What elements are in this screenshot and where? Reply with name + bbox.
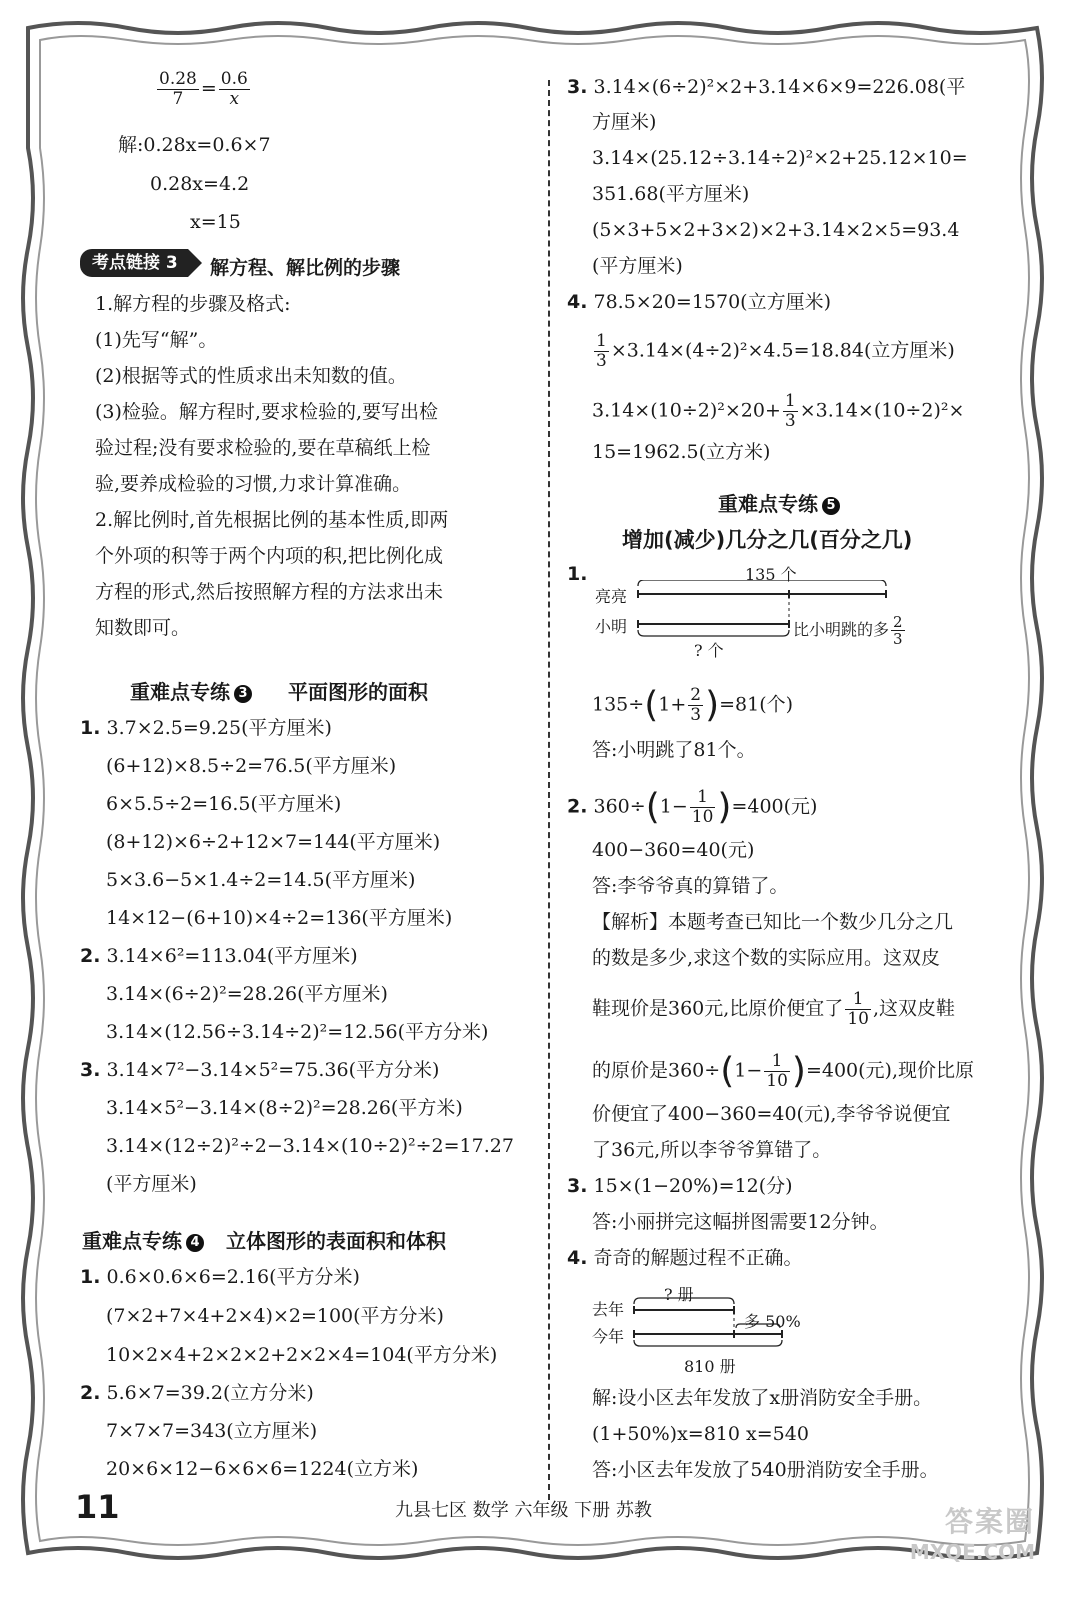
answer-line: (6+12)×8.5÷2=76.5(平方厘米)	[106, 755, 397, 777]
answer-line: 3.14×(12÷2)²÷2−3.14×(10÷2)²÷2=17.27	[106, 1135, 514, 1157]
answer-line: 3. 3.14×(6÷2)²×2+3.14×6×9=226.08(平	[567, 76, 966, 98]
tip-line: 验,要养成检验的习惯,力求计算准确。	[95, 473, 412, 495]
answer-line: 3.14×(25.12÷3.14÷2)²×2+25.12×10=	[592, 147, 968, 169]
answer-line: 2. 360÷(1− $\frac{1}{10}$ )=400(元)	[567, 786, 818, 828]
answer-line: 10×2×4+2×2×2+2×2×4=104(平方分米)	[106, 1344, 498, 1366]
section-badge: 考点链接 3	[80, 249, 188, 277]
frac-num: 0.28	[159, 69, 197, 89]
answer-line: 3.14×(6÷2)²=28.26(平方厘米)	[106, 983, 388, 1005]
answer-line: 2. 5.6×7=39.2(立方分米)	[80, 1382, 314, 1404]
tip-line: 2.解比例时,首先根据比例的基本性质,即两	[95, 509, 449, 531]
section-heading: 重难点专练 4 立体图形的表面积和体积	[82, 1229, 446, 1253]
answer-line: 3.14×5²−3.14×(8÷2)²=28.26(平方米)	[106, 1097, 463, 1119]
tip-line: (2)根据等式的性质求出未知数的值。	[95, 365, 407, 387]
answer-line: (平方厘米)	[592, 255, 683, 277]
diagram-label: 多 50%	[744, 1312, 801, 1331]
answer-line: 4. 78.5×20=1570(立方厘米)	[567, 291, 832, 313]
analysis-line: 鞋现价是360元,比原价便宜了 $\frac{1}{10}$ ,这双皮鞋	[592, 989, 955, 1029]
diagram-label: 810 册	[684, 1357, 736, 1376]
analysis-line: 【解析】本题考查已知比一个数少几分之几	[592, 911, 954, 933]
tip-line: 个外项的积等于两个内项的积,把比例化成	[95, 545, 444, 567]
frac-num: 0.6	[220, 69, 248, 89]
answer-line: 4. 奇奇的解题过程不正确。	[567, 1247, 803, 1269]
answer-line: $\frac{1}{3}$ ×3.14×(4÷2)²×4.5=18.84(立方厘米)	[596, 331, 955, 371]
analysis-line: 的数是多少,求这个数的实际应用。这双皮	[592, 947, 941, 969]
column-divider	[548, 80, 550, 1500]
diagram-label: 亮亮	[595, 587, 628, 606]
diagram-label: 小明	[595, 617, 628, 636]
watermark-logo: 答案圈	[944, 1505, 1035, 1538]
diagram-label: 去年	[592, 1300, 625, 1319]
footer-text: 九县七区 数学 六年级 下册 苏教	[395, 1500, 652, 1521]
tip-line: (3)检验。解方程时,要求检验的,要写出检	[95, 401, 438, 423]
answer-line: 1. 0.6×0.6×6=2.16(平方分米)	[80, 1266, 360, 1288]
answer-line: 14×12−(6+10)×4÷2=136(平方厘米)	[106, 907, 453, 929]
solve-line: x=15	[190, 211, 241, 233]
answer-line: (8+12)×6÷2+12×7=144(平方厘米)	[106, 831, 441, 853]
answer-line: 3.14×(10÷2)²×20+ $\frac{1}{3}$ ×3.14×(10÷2)²×	[592, 391, 965, 431]
diagram-label: 今年	[592, 1327, 625, 1346]
answer-line: 3.14×(12.56÷3.14÷2)²=12.56(平方分米)	[106, 1021, 489, 1043]
page-number: 11	[75, 1488, 120, 1526]
analysis-line: 的原价是360÷(1− $\frac{1}{10}$ )=400(元),现价比原	[592, 1050, 974, 1092]
tip-line: (1)先写“解”。	[95, 329, 218, 351]
watermark-url: MXQE.COM	[909, 1540, 1035, 1564]
analysis-line: 了36元,所以李爷爷算错了。	[592, 1139, 832, 1161]
answer-line: 解:设小区去年发放了x册消防安全手册。	[592, 1387, 933, 1409]
diagram-label: 比小明跳的多 $\frac{2}{3}$	[793, 613, 903, 648]
answer-line: 方厘米)	[592, 111, 657, 133]
answer-line: 答:小区去年发放了540册消防安全手册。	[592, 1459, 939, 1481]
diagram-label: 135 个	[745, 565, 797, 584]
answer-line: (1+50%)x=810 x=540	[592, 1423, 809, 1445]
answer-line: 答:小明跳了81个。	[592, 739, 756, 761]
answer-line: 2. 3.14×6²=113.04(平方厘米)	[80, 945, 358, 967]
answer-line: 答:小丽拼完这幅拼图需要12分钟。	[592, 1211, 889, 1233]
answer-line: 5×3.6−5×1.4÷2=14.5(平方厘米)	[106, 869, 416, 891]
section-number: 3	[234, 685, 252, 703]
tip-line: 知数即可。	[95, 617, 191, 639]
answer-line: 3. 15×(1−20%)=12(分)	[567, 1175, 793, 1197]
answer-line: 400−360=40(元)	[592, 839, 755, 861]
answer-line: 135÷(1+ $\frac{2}{3}$ )=81(个)	[592, 684, 794, 726]
section-heading: 重难点专练 5	[718, 488, 840, 517]
tip-line: 1.解方程的步骤及格式:	[95, 293, 291, 315]
frac-den: 7	[172, 89, 184, 109]
tip-line: 方程的形式,然后按照解方程的方法求出未	[95, 581, 444, 603]
answer-line: 15=1962.5(立方米)	[592, 441, 771, 463]
proportion: $\frac{0.28}{7}$ = $\frac{0.6}{x}$	[159, 69, 248, 109]
answer-line: (5×3+5×2+3×2)×2+3.14×2×5=93.4	[592, 219, 960, 241]
badge-title: 解方程、解比例的步骤	[210, 257, 401, 279]
section-subheading: 增加(减少)几分之几(百分之几)	[622, 528, 913, 552]
section-number: 4	[186, 1234, 204, 1252]
frac-den: x	[229, 89, 240, 109]
answer-line: 351.68(平方厘米)	[592, 183, 750, 205]
tip-line: 验过程;没有要求检验的,要在草稿纸上检	[95, 437, 431, 459]
answer-line: (7×2+7×4+2×4)×2=100(平方分米)	[106, 1305, 444, 1327]
diagram-label: ? 个	[694, 641, 724, 660]
answer-line: 7×7×7=343(立方厘米)	[106, 1420, 318, 1442]
question-number: 1.	[567, 563, 588, 585]
answer-line: 20×6×12−6×6×6=1224(立方米)	[106, 1458, 419, 1480]
answer-line: 1. 3.7×2.5=9.25(平方厘米)	[80, 717, 332, 739]
answer-line: 3. 3.14×7²−3.14×5²=75.36(平方分米)	[80, 1059, 440, 1081]
solve-line: 0.28x=4.2	[150, 173, 250, 195]
solve-line: 解:0.28x=0.6×7	[118, 134, 271, 156]
section-number: 5	[822, 497, 840, 515]
analysis-line: 价便宜了400−360=40(元),李爷爷说便宜	[592, 1103, 951, 1125]
answer-line: (平方厘米)	[106, 1173, 197, 1195]
section-heading: 重难点专练 3 平面图形的面积	[130, 680, 428, 704]
answer-line: 答:李爷爷真的算错了。	[592, 875, 789, 897]
diagram-label: ? 册	[664, 1285, 694, 1304]
answer-line: 6×5.5÷2=16.5(平方厘米)	[106, 793, 342, 815]
